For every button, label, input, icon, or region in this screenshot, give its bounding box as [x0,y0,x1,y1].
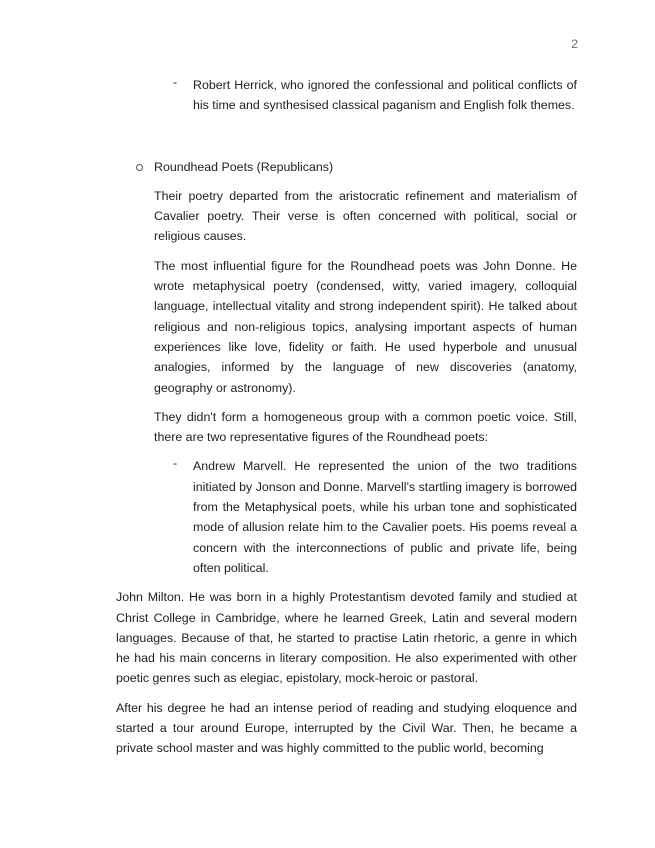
dash-marker: - [173,456,178,471]
page-number: 2 [571,37,578,51]
donne-paragraph: The most influential figure for the Roundhead poets was John Donne. He wrote metaphysical poetry (condensed, witty, varied imagery, colloquial language, intellectual vitality and strong independent spirit). He talked about religious and non-religious topics, analysing important aspects of human experiences like love, fidelity or faith. He used hyperbole and unusual analogies, informed by the language of new discoveries (anatomy, geography or astronomy). [154,258,577,395]
roundhead-paragraph: Their poetry departed from the aristocratic refinement and materialism of Cavalier poetry. Their verse is often concerned with political, social or religious causes. [154,188,577,244]
list-item-marvell [173,456,577,578]
representatives-paragraph: They didn't form a homogeneous group with a common poetic voice. Still, there are two representative figures of the Roundhead poets: [154,409,577,445]
milton-paragraph: John Milton. He was born in a highly Protestantism devoted family and studied at Christ College in Cambridge, where he learned Greek, Latin and several modern languages. Because of that, he started to practise Latin rhetoric, a genre in which he had his main concerns in literary composition. He also experimented with other poetic genres such as elegiac, epistolary, mock-heroic or pastoral. [116,590,577,686]
dash-marker: - [173,75,178,89]
list-item-herrick [173,75,577,116]
roundhead-heading: Roundhead Poets (Republicans) [154,159,334,174]
document-body [0,75,655,759]
circle-bullet-icon [136,164,143,171]
marvell-text: Andrew Marvell. He represented the union of the two traditions initiated by Jonson and Donne. Marvell's startling imagery is borrowed from the Metaphysical poets, while his urban tone and sophisticated mode of allusion relate him to the Cavalier poets. His poems reveal a concern with the interconnections of public and private life, being often political. [193,459,577,575]
milton-degree-paragraph: After his degree he had an intense period of reading and studying eloquence and started a tour around Europe, interrupted by the Civil War. Then, he became a private school master and was highly committed to the public world, becoming [116,700,577,756]
herrick-text: Robert Herrick, who ignored the confessional and political conflicts of his time and synthesised classical paganism and English folk themes. [193,78,577,113]
list-item-roundhead-poets [154,157,577,177]
